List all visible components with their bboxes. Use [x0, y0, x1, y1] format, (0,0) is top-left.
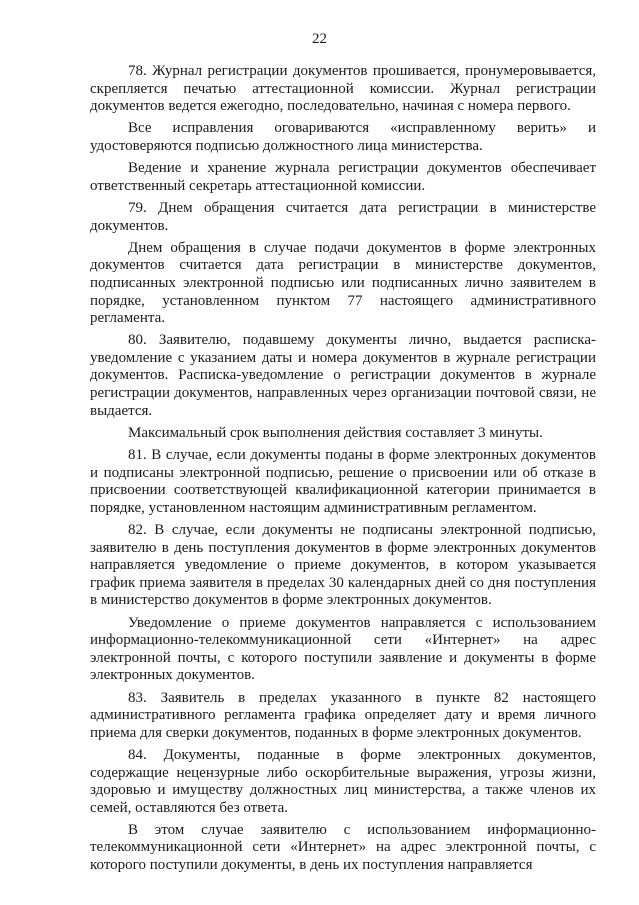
paragraph-notification: Уведомление о приеме документов направляется с использованием информационно-телекоммуникационной сети «Интернет» на адрес электронной почты, с которого поступили заявление и документы в форме электронных документов.	[90, 614, 596, 684]
paragraph-80: 80. Заявителю, подавшему документы лично, выдается расписка-уведомление с указанием даты и номера документов в журнале регистрации документов. Расписка-уведомление о регистрации документов в журнале регистрации документов, направленных через организации почтовой связи, не выдается.	[90, 332, 596, 419]
paragraph-in-this-case: В этом случае заявителю с использованием информационно-телекоммуникационной сети «Интернет» на адрес электронной почты, с которого поступили документы, в день их поступления направляется	[90, 821, 596, 874]
paragraph-corrections: Все исправления оговариваются «исправленному верить» и удостоверяются подписью должностного лица министерства.	[90, 120, 596, 154]
page-number: 22	[312, 31, 327, 47]
paragraph-83: 83. Заявитель в пределах указанного в пункте 82 настоящего административного регламента графика определяет дату и время личного приема для сверки документов, поданных в форме электронных документов.	[90, 689, 596, 741]
document-body	[90, 63, 596, 875]
paragraph-79: 79. Днем обращения считается дата регистрации в министерстве документов.	[90, 199, 596, 234]
paragraph-78: 78. Журнал регистрации документов прошивается, пронумеровывается, скрепляется печатью аттестационной комиссии. Журнал регистрации документов ведется ежегодно, последовательно, начиная с номера первого.	[90, 63, 596, 115]
paragraph-81: 81. В случае, если документы поданы в форме электронных документов и подписаны электронной подписью, решение о присвоении или об отказе в присвоении соответствующей квалификационной категории принимается в порядке, установленном настоящим административным регламентом.	[90, 447, 596, 516]
paragraph-max-time: Максимальный срок выполнения действия составляет 3 минуты.	[128, 424, 543, 441]
paragraph-journal-keeping: Ведение и хранение журнала регистрации документов обеспечивает ответственный секретарь аттестационной комиссии.	[90, 160, 596, 194]
paragraph-electronic-date: Днем обращения в случае подачи документов в форме электронных документов считается дата регистрации в министерстве документов, подписанных электронной подписью или подписанных лично заявителем в порядке, установленном пунктом 77 настоящего административного регламента.	[90, 239, 596, 327]
paragraph-82: 82. В случае, если документы не подписаны электронной подписью, заявителю в день поступления документов в форме электронных документов направляется уведомление о приеме документов, в котором указывается график приема заявителя в пределах 30 календарных дней со дня поступления в министерство документов в форме электронных документов.	[90, 522, 596, 609]
paragraph-84: 84. Документы, поданные в форме электронных документов, содержащие нецензурные либо оскорбительные выражения, угрозы жизни, здоровью и имуществу должностных лиц министерства, а также членов их семей, оставляются без ответа.	[90, 746, 596, 816]
